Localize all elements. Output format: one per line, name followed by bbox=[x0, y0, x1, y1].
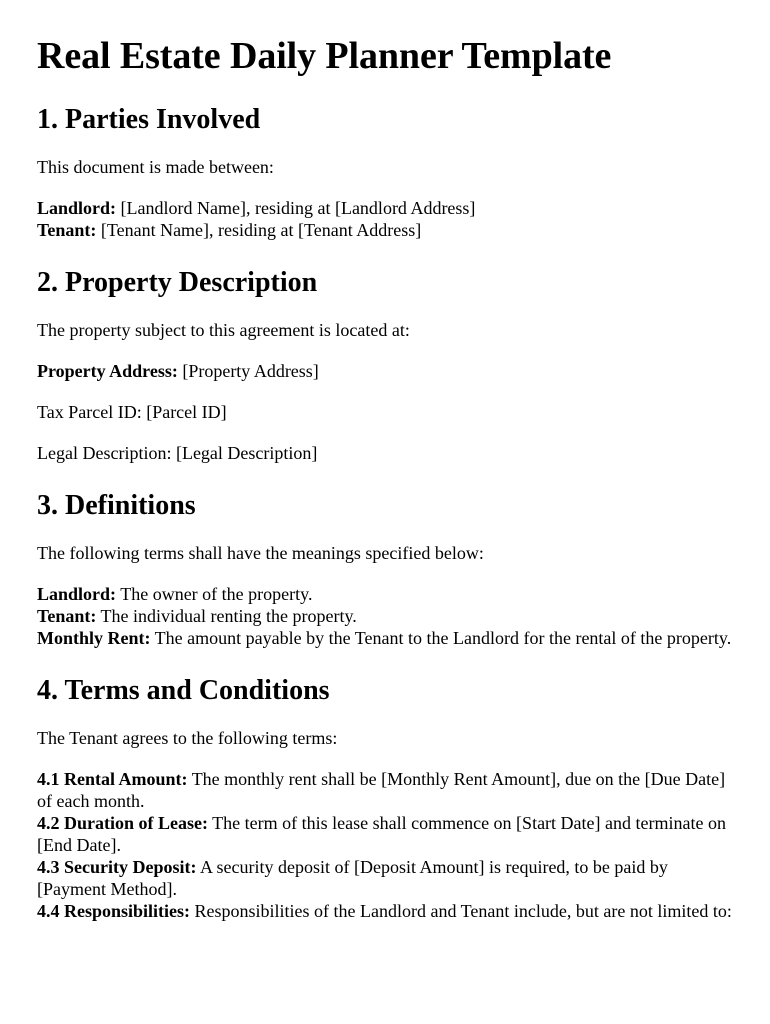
section-heading-definitions: 3. Definitions bbox=[37, 490, 196, 521]
definition-item bbox=[37, 627, 733, 649]
term-text: The term of this lease shall commence on [Start Date] and terminate on [End Date]. bbox=[37, 813, 726, 855]
term-label: 4.1 Rental Amount: bbox=[37, 769, 188, 789]
tenant-text: [Tenant Name], residing at [Tenant Address] bbox=[96, 220, 422, 240]
section-heading-property: 2. Property Description bbox=[37, 267, 318, 298]
landlord-line bbox=[37, 197, 733, 219]
tenant-line bbox=[37, 219, 733, 241]
term-label: 4.2 Duration of Lease: bbox=[37, 813, 208, 833]
term-label: 4.4 Responsibilities: bbox=[37, 901, 191, 921]
definition-text: The owner of the property. bbox=[116, 584, 313, 604]
landlord-text: [Landlord Name], residing at [Landlord Address] bbox=[116, 198, 476, 218]
property-address-line bbox=[37, 360, 733, 382]
term-text: Responsibilities of the Landlord and Tenant include, but are not limited to: bbox=[190, 901, 732, 921]
term-label: 4.3 Security Deposit: bbox=[37, 857, 197, 877]
definitions-intro: The following terms shall have the meanings specified below: bbox=[37, 543, 484, 563]
definition-label: Landlord: bbox=[37, 584, 117, 604]
term-item bbox=[37, 768, 733, 812]
term-text: A security deposit of [Deposit Amount] is required, to be paid by [Payment Method]. bbox=[37, 857, 668, 899]
definition-text: The individual renting the property. bbox=[96, 606, 357, 626]
definition-label: Tenant: bbox=[37, 606, 97, 626]
term-item bbox=[37, 900, 733, 922]
property-address-text: [Property Address] bbox=[177, 361, 319, 381]
definition-label: Monthly Rent: bbox=[37, 628, 151, 648]
term-text: The monthly rent shall be [Monthly Rent Amount], due on the [Due Date] of each month. bbox=[37, 769, 726, 811]
definition-item bbox=[37, 583, 733, 605]
parties-intro: This document is made between: bbox=[37, 157, 274, 177]
section-heading-terms: 4. Terms and Conditions bbox=[37, 675, 330, 706]
tax-parcel-line: Tax Parcel ID: [Parcel ID] bbox=[37, 402, 227, 422]
property-address-label: Property Address: bbox=[37, 361, 178, 381]
landlord-label: Landlord: bbox=[37, 198, 117, 218]
document-title: Real Estate Daily Planner Template bbox=[37, 35, 612, 77]
legal-description-line: Legal Description: [Legal Description] bbox=[37, 443, 318, 463]
parties-list bbox=[37, 197, 733, 241]
term-item bbox=[37, 856, 733, 900]
tenant-label: Tenant: bbox=[37, 220, 97, 240]
terms-intro: The Tenant agrees to the following terms: bbox=[37, 728, 338, 748]
term-item bbox=[37, 812, 733, 856]
section-heading-parties: 1. Parties Involved bbox=[37, 104, 261, 135]
definition-item bbox=[37, 605, 733, 627]
definitions-list bbox=[37, 583, 733, 649]
terms-list bbox=[37, 768, 733, 922]
property-intro: The property subject to this agreement is located at: bbox=[37, 320, 410, 340]
definition-text: The amount payable by the Tenant to the Landlord for the rental of the property. bbox=[150, 628, 732, 648]
